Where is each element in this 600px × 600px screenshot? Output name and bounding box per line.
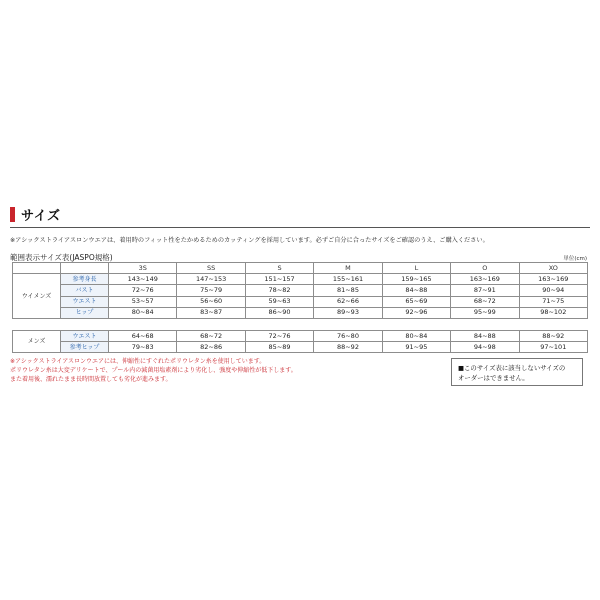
measurement-cell: 62~66 <box>314 296 382 307</box>
measurement-cell: 151~157 <box>245 274 313 285</box>
measurement-cell: 59~63 <box>245 296 313 307</box>
measurement-cell: 155~161 <box>314 274 382 285</box>
row-label: ウエスト <box>61 296 109 307</box>
notice-line: オーダーはできません。 <box>458 374 529 382</box>
measurement-cell: 92~96 <box>382 307 450 318</box>
row-label: ヒップ <box>61 307 109 318</box>
measurement-cell: 81~85 <box>314 285 382 296</box>
measurement-cell: 163~169 <box>451 274 519 285</box>
corner-cell <box>61 263 109 274</box>
measurement-cell: 68~72 <box>177 331 245 342</box>
measurement-cell: 56~60 <box>177 296 245 307</box>
title-accent-bar <box>10 207 15 222</box>
size-header: L <box>382 263 450 274</box>
measurement-cell: 143~149 <box>109 274 177 285</box>
size-header: XO <box>519 263 587 274</box>
measurement-cell: 85~89 <box>245 342 313 353</box>
measurement-cell: 88~92 <box>519 331 587 342</box>
section-title: サイズ <box>21 208 61 224</box>
size-header: M <box>314 263 382 274</box>
measurement-cell: 89~93 <box>314 307 382 318</box>
measurement-cell: 87~91 <box>451 285 519 296</box>
warning-line: また着用後、濡れたまま長時間放置しても劣化が進みます。 <box>10 376 172 383</box>
size-header: 3S <box>109 263 177 274</box>
measurement-cell: 72~76 <box>109 285 177 296</box>
measurement-cell: 84~88 <box>382 285 450 296</box>
size-header: SS <box>177 263 245 274</box>
measurement-cell: 65~69 <box>382 296 450 307</box>
measurement-cell: 159~165 <box>382 274 450 285</box>
row-label: ウエスト <box>61 331 109 342</box>
measurement-cell: 84~88 <box>451 331 519 342</box>
table-row <box>13 285 588 296</box>
measurement-cell: 94~98 <box>451 342 519 353</box>
table-row <box>13 342 588 353</box>
measurement-cell: 163~169 <box>519 274 587 285</box>
measurement-cell: 90~94 <box>519 285 587 296</box>
size-header: O <box>451 263 519 274</box>
measurement-cell: 82~86 <box>177 342 245 353</box>
table-row <box>13 307 588 318</box>
measurement-cell: 83~87 <box>177 307 245 318</box>
row-label: 参考身長 <box>61 274 109 285</box>
measurement-cell: 91~95 <box>382 342 450 353</box>
measurement-cell: 68~72 <box>451 296 519 307</box>
men-size-table <box>12 330 588 353</box>
order-notice-box <box>451 358 583 386</box>
row-label: 参考ヒップ <box>61 342 109 353</box>
measurement-cell: 64~68 <box>109 331 177 342</box>
unit-note: 単位(cm) <box>563 256 587 262</box>
size-header-row <box>13 263 588 274</box>
measurement-cell: 78~82 <box>245 285 313 296</box>
measurement-cell: 80~84 <box>109 307 177 318</box>
women-group-label: ウイメンズ <box>13 274 61 319</box>
warning-line: ※アシックストライアスロンウエアには、伸縮性にすぐれたポリウレタン糸を使用しています。 <box>10 358 266 365</box>
title-divider <box>10 227 590 228</box>
measurement-cell: 72~76 <box>245 331 313 342</box>
table-row <box>13 274 588 285</box>
measurement-cell: 98~102 <box>519 307 587 318</box>
table-row <box>13 296 588 307</box>
measurement-cell: 76~80 <box>314 331 382 342</box>
measurement-cell: 80~84 <box>382 331 450 342</box>
measurement-cell: 79~83 <box>109 342 177 353</box>
section-header <box>10 206 590 228</box>
men-group-label: メンズ <box>13 331 61 353</box>
notice-line: ■このサイズ表に該当しないサイズの <box>458 364 566 372</box>
row-label: バスト <box>61 285 109 296</box>
table-row <box>13 331 588 342</box>
measurement-cell: 88~92 <box>314 342 382 353</box>
corner-cell <box>13 263 61 274</box>
women-size-table <box>12 262 588 319</box>
measurement-cell: 53~57 <box>109 296 177 307</box>
size-header: S <box>245 263 313 274</box>
measurement-cell: 95~99 <box>451 307 519 318</box>
measurement-cell: 86~90 <box>245 307 313 318</box>
warning-line: ポリウレタン糸は大変デリケートで、プール内の減菌用塩素剤により劣化し、強度や伸縮性が低下します。 <box>10 367 297 374</box>
measurement-cell: 75~79 <box>177 285 245 296</box>
measurement-cell: 71~75 <box>519 296 587 307</box>
measurement-cell: 97~101 <box>519 342 587 353</box>
intro-note: ※アシックストライアスロンウエアは、着用時のフィット性をたかめるためのカッティングを採用しています。必ずご自分に合ったサイズをご確認のうえ、ご購入ください。 <box>10 237 489 244</box>
measurement-cell: 147~153 <box>177 274 245 285</box>
table-heading: 範囲表示サイズ表(JASPO規格) <box>10 253 113 262</box>
care-warning <box>10 357 297 384</box>
